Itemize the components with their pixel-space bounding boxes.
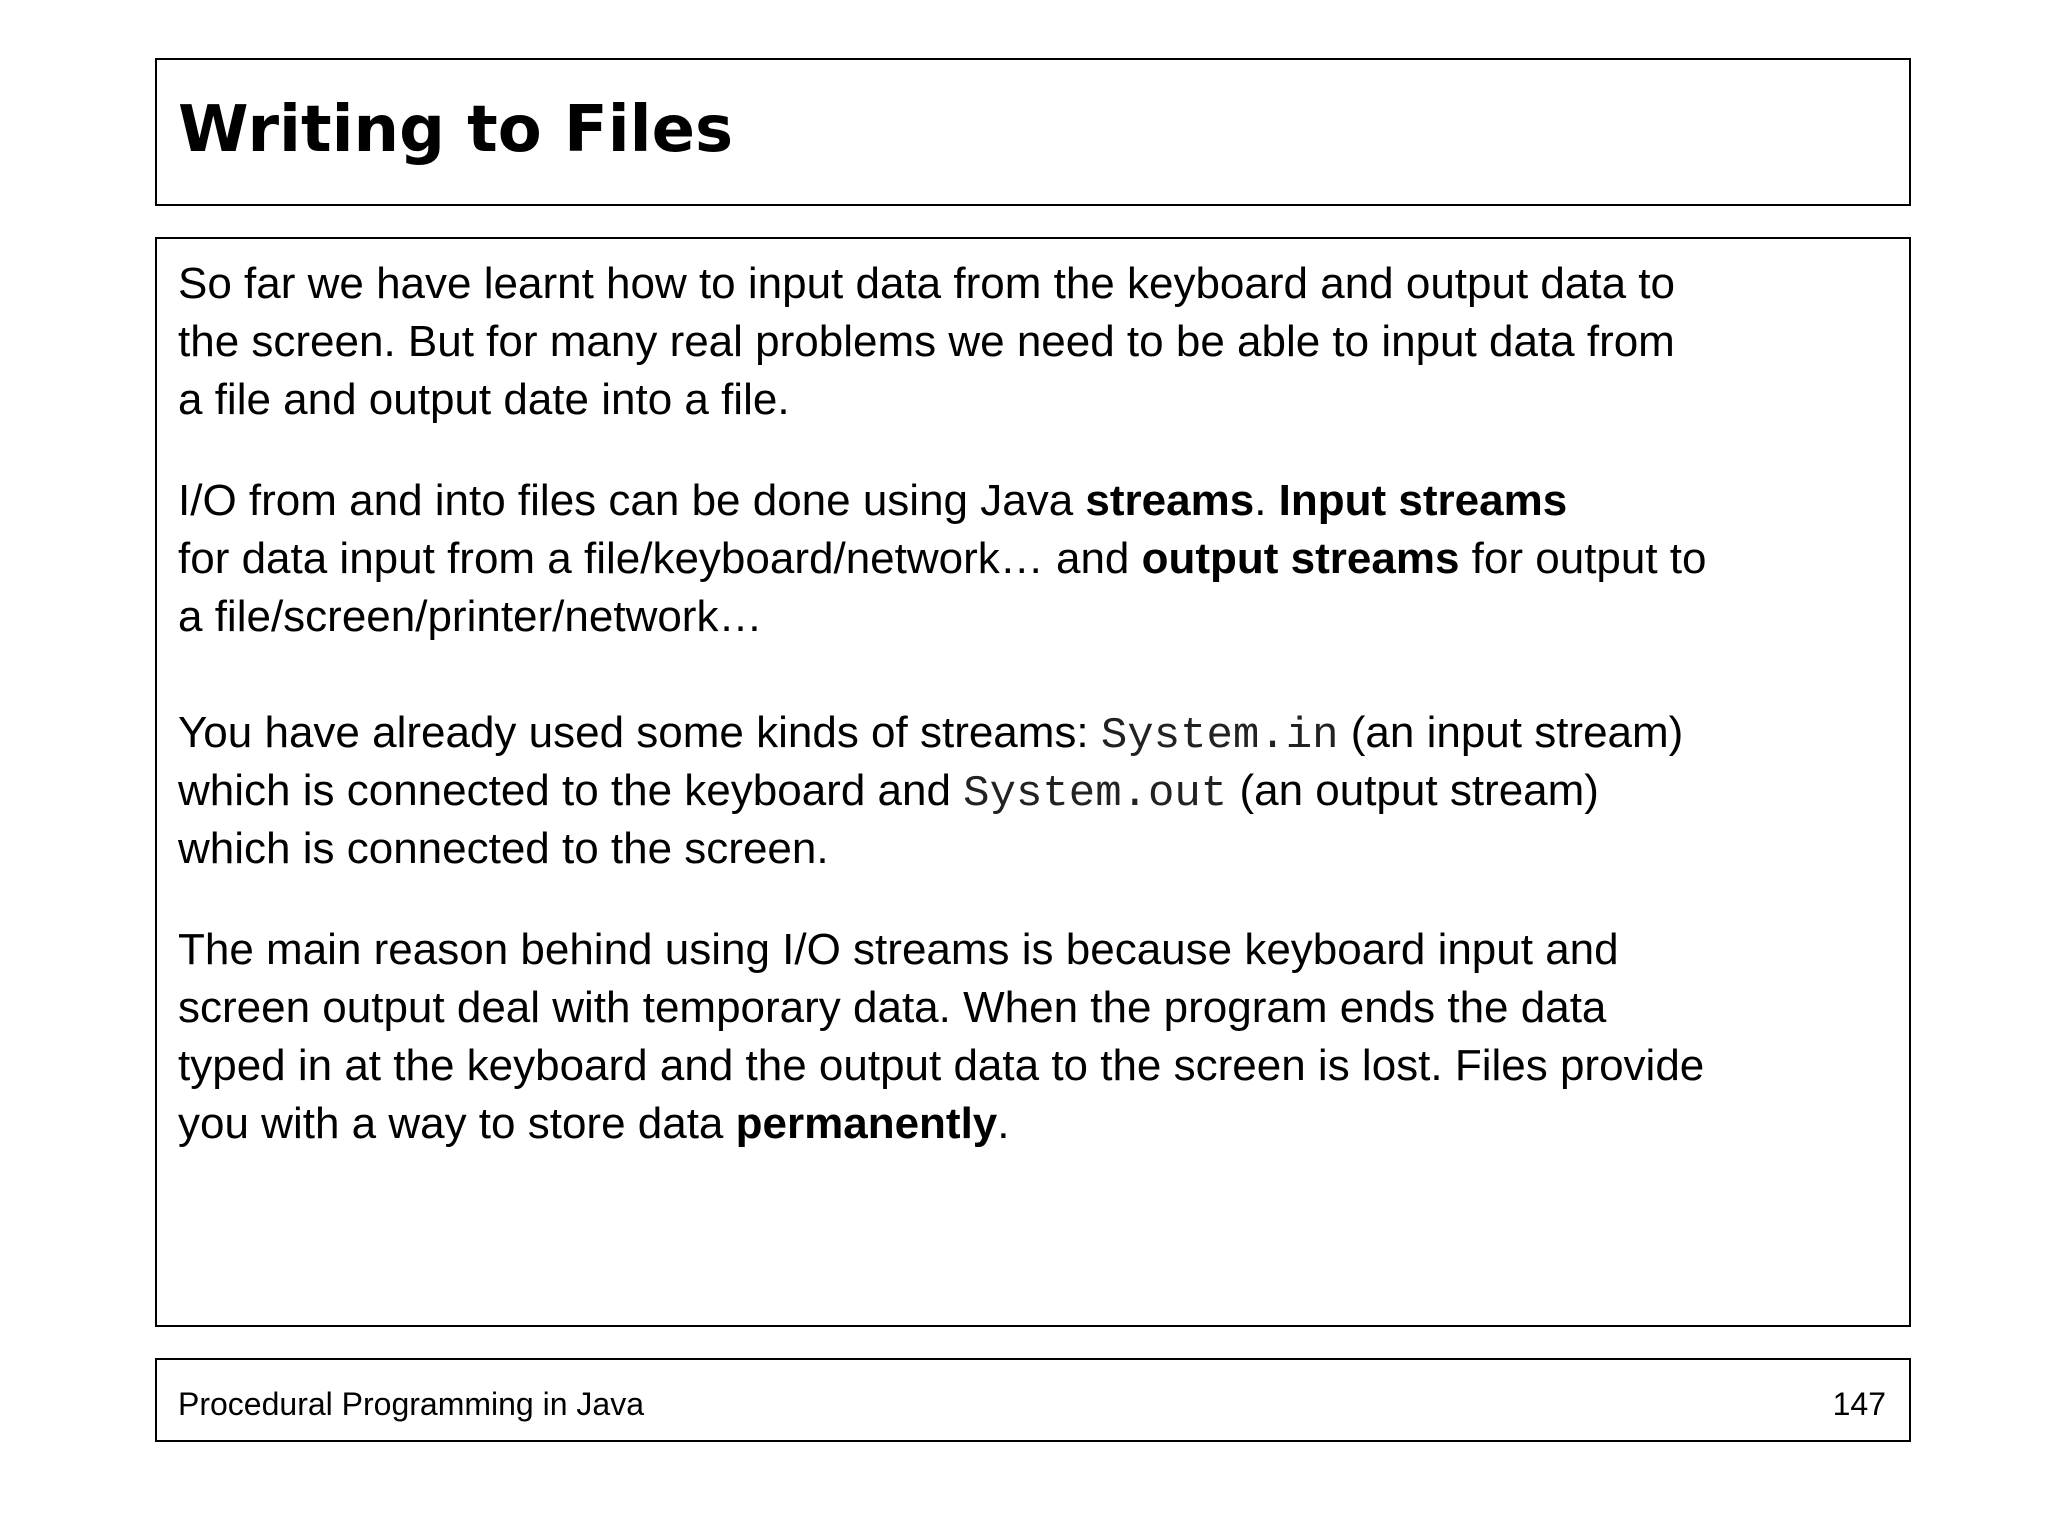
paragraph-1-line-1: So far we have learnt how to input data from the keyboard and output data to (178, 259, 1675, 308)
slide-title: Writing to Files (178, 93, 734, 167)
paragraph-3-line-2-suffix: (an output stream) (1227, 766, 1599, 815)
paragraph-2-line-2 (178, 530, 1903, 588)
paragraph-4-line-4 (178, 1095, 1903, 1153)
paragraph-4 (178, 921, 1903, 1153)
input-streams-bold: Input streams (1278, 476, 1568, 525)
paragraph-3-line-2 (178, 762, 1903, 820)
slide-content-box (155, 237, 1911, 1327)
paragraph-2-line-1 (178, 472, 1903, 530)
footer-page-number: 147 (1832, 1386, 1886, 1422)
paragraph-3-line-2-prefix: which is connected to the keyboard and (178, 766, 964, 815)
paragraph-1 (178, 255, 1903, 429)
slide-title-box (155, 58, 1911, 206)
paragraph-2-line-3: a file/screen/printer/network… (178, 592, 763, 641)
slide-content (178, 255, 1903, 1153)
paragraph-3-line-1-suffix: (an input stream) (1338, 708, 1684, 757)
paragraph-2-line-1-prefix: I/O from and into files can be done using Java (178, 476, 1086, 525)
footer-course-title: Procedural Programming in Java (178, 1386, 644, 1422)
paragraph-1-line-3: a file and output date into a file. (178, 375, 790, 424)
paragraph-2-line-2-suffix: for output to (1459, 534, 1707, 583)
streams-bold: streams (1085, 476, 1255, 525)
paragraph-4-line-4-suffix: . (997, 1099, 1010, 1148)
paragraph-3-line-1 (178, 704, 1903, 762)
system-out-code: System.out (963, 769, 1228, 819)
paragraph-2 (178, 472, 1903, 646)
slide-footer-box (155, 1358, 1911, 1442)
paragraph-3-line-1-prefix: You have already used some kinds of streams: (178, 708, 1101, 757)
paragraph-4-line-3: typed in at the keyboard and the output data to the screen is lost. Files provide (178, 1041, 1705, 1090)
paragraph-3-line-3: which is connected to the screen. (178, 824, 829, 873)
permanently-bold: permanently (735, 1099, 998, 1148)
paragraph-3 (178, 704, 1903, 878)
paragraph-2-line-2-prefix: for data input from a file/keyboard/network… and (178, 534, 1142, 583)
paragraph-4-line-2: screen output deal with temporary data. When the program ends the data (178, 983, 1607, 1032)
output-streams-bold: output streams (1141, 534, 1460, 583)
system-in-code: System.in (1100, 711, 1339, 761)
paragraph-2-line-1-mid: . (1254, 476, 1279, 525)
paragraph-1-line-2: the screen. But for many real problems we need to be able to input data from (178, 317, 1675, 366)
paragraph-4-line-1: The main reason behind using I/O streams is because keyboard input and (178, 925, 1619, 974)
paragraph-4-line-4-prefix: you with a way to store data (178, 1099, 736, 1148)
